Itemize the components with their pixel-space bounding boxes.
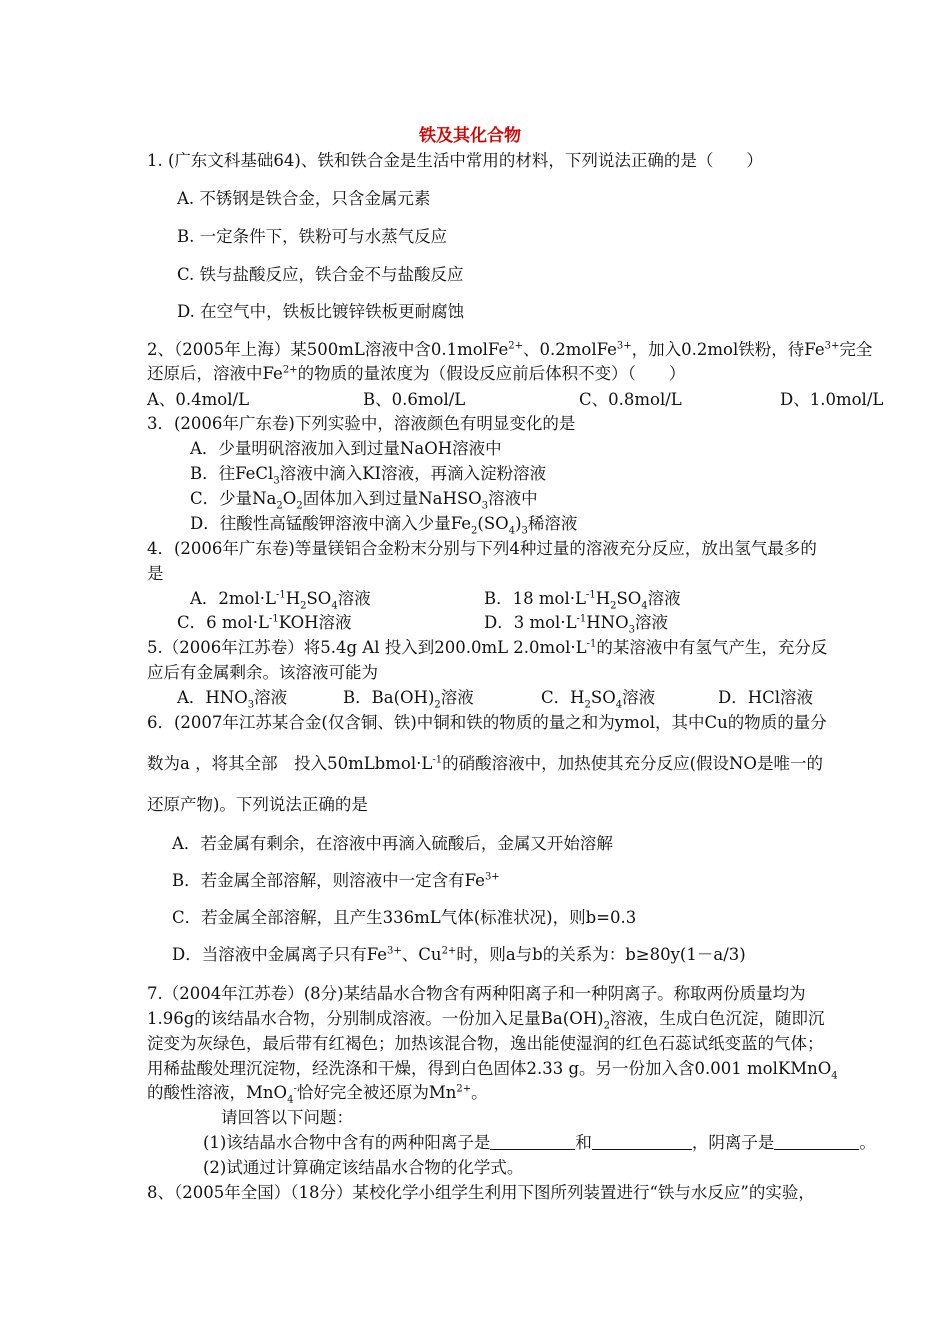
q2-option-c: C、0.8mol/L — [579, 390, 682, 409]
q7-prompt: 请回答以下问题： — [221, 1108, 353, 1127]
q6-option-d: D．当溶液中金属离子只有$Fe^{3+}$、$Cu^{2+}$时，则a与b的关系为：b≥80y(1－a/3) — [172, 945, 746, 964]
q5-option-b: B．$Ba(OH)_2$溶液 — [343, 688, 474, 711]
q5-stem-line1: 5.（2006年江苏卷）将5.4g Al 投入到200.0mL $2.0mol\cdot L^{-1}$的某溶液中有氢气产生，充分反 — [147, 638, 828, 657]
q2-option-a: A、0.4mol/L — [147, 390, 250, 409]
page-title: 铁及其化合物 — [419, 126, 521, 146]
q2-option-d: D、1.0mol/L — [780, 390, 884, 409]
q7-stem-line1: 7.（2004年江苏卷）(8分)某结晶水合物含有两种阳离子和一种阴离子。称取两份质量均为 — [147, 984, 806, 1003]
q7-stem-line3: 淀变为灰绿色，最后带有红褐色；加热该混合物，逸出能使湿润的红色石蕊试纸变蓝的气体； — [147, 1034, 824, 1053]
answer-blank-anion[interactable] — [774, 1133, 859, 1150]
q6-option-c: C．若金属全部溶解，且产生336mL气体(标准状况)，则b=0.3 — [172, 908, 637, 927]
answer-blank-cation-2[interactable] — [592, 1133, 692, 1150]
q7-stem-line5: 的酸性溶液，MnO$_4$-恰好完全被还原为$Mn^{2+}$。 — [147, 1083, 488, 1106]
q2-option-b: B、0.6mol/L — [363, 390, 466, 409]
q4-option-b: B．18 $mol\cdot L^{-1}H_2SO_4$溶液 — [484, 589, 681, 612]
q6-option-b: B．若金属全部溶解，则溶液中一定含有$Fe^{3+}$ — [172, 871, 500, 890]
q4-option-a: A．$2mol\cdot L^{-1}H_2SO_4$溶液 — [190, 589, 371, 612]
q3-option-b: B．往FeCl$_3$溶液中滴入KI溶液，再滴入淀粉溶液 — [190, 464, 547, 487]
q3-option-c: C．少量$Na_2O_2$固体加入到过量NaHSO$_3$溶液中 — [190, 489, 538, 512]
q5-option-d: D．HCl溶液 — [718, 688, 814, 707]
q2-stem-line1: 2、（2005年上海）某500mL溶液中含0.1molFe$^{2+}$、0.2molFe$^{3+}$，加入0.2mol铁粉，待$Fe^{3+}$完全 — [147, 340, 873, 359]
q5-option-c: C．$H_2SO_4$溶液 — [541, 688, 656, 711]
q6-stem-line2: 数为a ，将其全部 投入$50mLbmol\cdot L^{-1}$的硝酸溶液中，加热使其充分反应(假设NO是唯一的 — [147, 754, 823, 773]
q1-option-d: D. 在空气中，铁板比镀锌铁板更耐腐蚀 — [177, 302, 465, 321]
q6-stem-line3: 还原产物)。下列说法正确的是 — [147, 795, 368, 814]
q4-option-d: D．3 $mol\cdot L^{-1}HNO_3$溶液 — [484, 613, 669, 636]
q1-option-b: B. 一定条件下，铁粉可与水蒸气反应 — [177, 227, 448, 246]
q7-stem-line4: 用稀盐酸处理沉淀物，经洗涤和干燥，得到白色固体2.33 g。另一份加入含0.001 molKMnO$_4$ — [147, 1059, 838, 1082]
q2-stem-line2: 还原后，溶液中$Fe^{2+}$的物质的量浓度为（假设反应前后体积不变）（ ） — [147, 364, 686, 383]
q6-stem-line1: 6．(2007年江苏某合金(仅含铜、铁)中铜和铁的物质的量之和为ymol，其中Cu的物质的量分 — [147, 713, 827, 732]
answer-blank-cation-1[interactable] — [490, 1133, 575, 1150]
q7-subquestion-1: (1)该结晶水合物中含有的两种阳离子是 和 ，阴离子是 。 — [203, 1133, 876, 1152]
q3-option-a: A．少量明矾溶液加入到过量NaOH溶液中 — [190, 439, 502, 458]
q4-stem-cont: 是 — [147, 564, 164, 583]
q3-option-d: D．往酸性高锰酸钾溶液中滴入少量$Fe_2(SO_4)_3$稀溶液 — [190, 514, 578, 537]
q4-stem: 4．(2006年广东卷)等量镁铝合金粉末分别与下列4种过量的溶液充分反应，放出氢气最多的 — [147, 539, 817, 558]
q6-option-a: A．若金属有剩余，在溶液中再滴入硫酸后，金属又开始溶解 — [172, 834, 613, 853]
q1-option-a: A. 不锈钢是铁合金，只含金属元素 — [177, 189, 431, 208]
q8-stem-line1: 8、（2005年全国）（18分）某校化学小组学生利用下图所列装置进行“铁与水反应”的实验， — [147, 1183, 815, 1202]
q7-stem-line2: 1.96g的该结晶水合物，分别制成溶液。一份加入足量$Ba(OH)_2$溶液，生成白色沉淀，随即沉 — [147, 1009, 825, 1032]
q5-stem-line2: 应后有金属剩余。该溶液可能为 — [147, 663, 378, 682]
q3-stem: 3．(2006年广东卷)下列实验中，溶液颜色有明显变化的是 — [147, 414, 576, 433]
q7-subquestion-2: (2)试通过计算确定该结晶水合物的化学式。 — [203, 1158, 524, 1177]
q5-option-a: A．$HNO_3$溶液 — [177, 688, 288, 711]
q4-option-c: C．6 $mol\cdot L^{-1}KOH$溶液 — [177, 613, 352, 632]
q1-option-c: C. 铁与盐酸反应，铁合金不与盐酸反应 — [177, 265, 464, 284]
q1-stem: 1. (广东文科基础64)、铁和铁合金是生活中常用的材料，下列说法正确的是（ ） — [147, 151, 763, 170]
